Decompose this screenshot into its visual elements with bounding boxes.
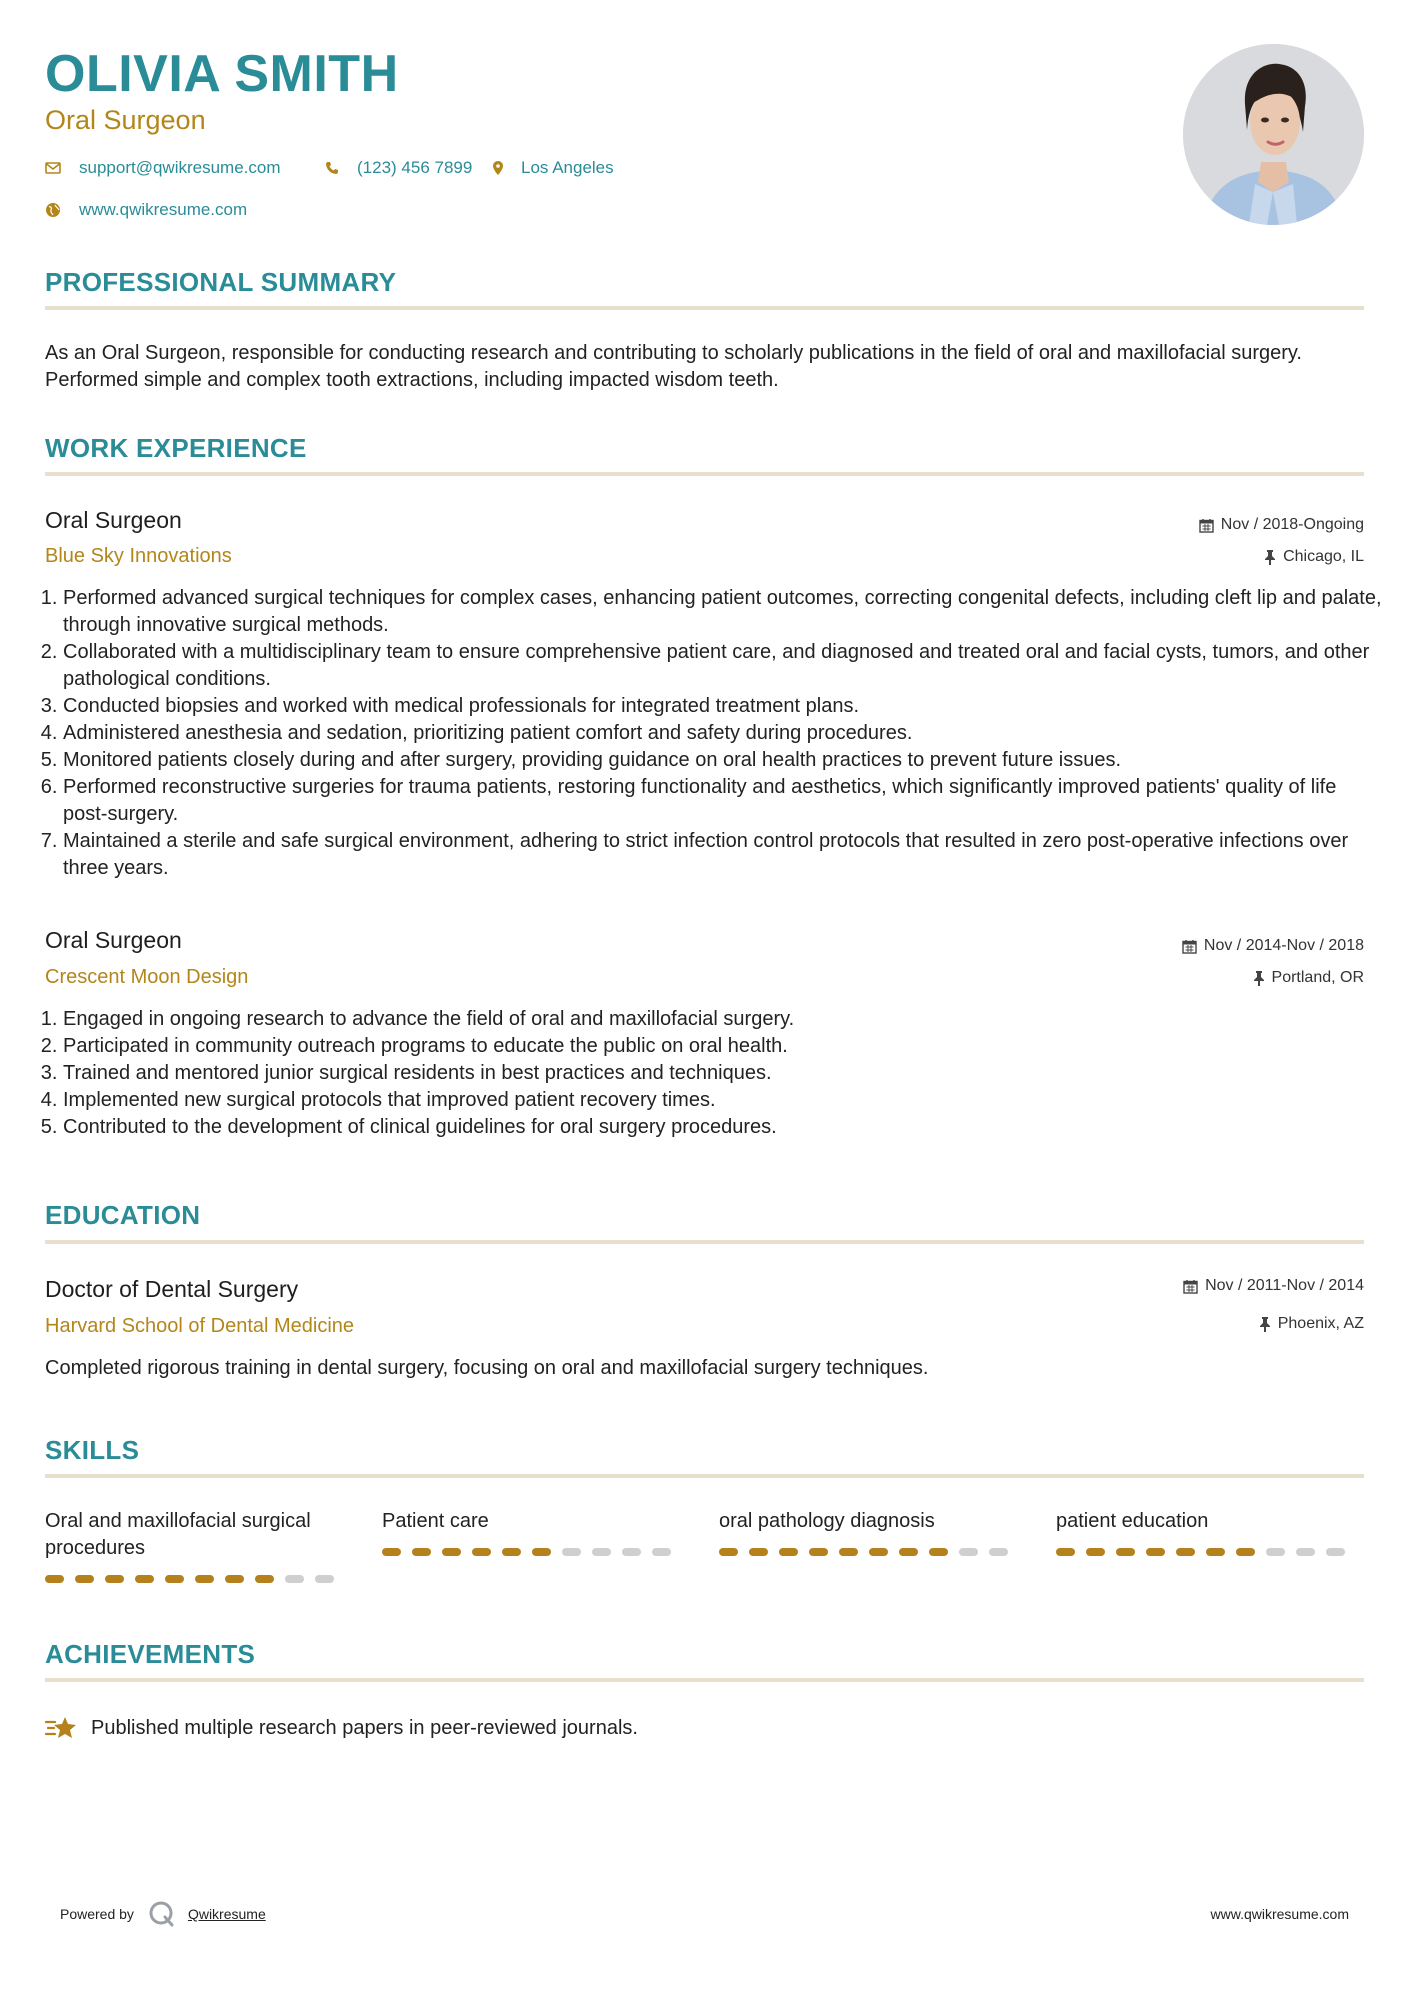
skill-dot-filled — [532, 1548, 551, 1556]
brand-link[interactable]: Qwikresume — [187, 1906, 266, 1922]
qwikresume-logo-icon — [148, 1900, 176, 1928]
section-divider — [45, 1474, 1364, 1478]
skill-dot-filled — [472, 1548, 491, 1556]
experience-heading: WORK EXPERIENCE — [45, 433, 307, 463]
skill-dot-filled — [225, 1575, 244, 1583]
skill-dot-empty — [989, 1548, 1008, 1556]
skill-name: Oral and maxillofacial surgical procedures — [45, 1510, 311, 1559]
bullet-item: 2. Collaborated with a multidisciplinary team to ensure comprehensive patient care, and diagnosed and treated oral and facial cysts, tumors, and other pathological conditions. — [63, 639, 1382, 693]
skill-dot-empty — [285, 1575, 304, 1583]
summary-heading: PROFESSIONAL SUMMARY — [45, 267, 397, 297]
calendar-icon — [1199, 518, 1214, 533]
job-dates — [1199, 515, 1364, 535]
contact-email[interactable] — [45, 157, 281, 179]
skill-dot-empty — [959, 1548, 978, 1556]
skill-dot-filled — [929, 1548, 948, 1556]
skill-rating — [719, 1548, 1019, 1556]
degree-title: Doctor of Dental Surgery — [45, 1276, 299, 1302]
job-title: Oral Surgeon — [45, 507, 182, 533]
map-pin-icon — [493, 161, 503, 175]
skill-dot-empty — [1296, 1548, 1315, 1556]
skill-item — [45, 1508, 345, 1583]
job-dates-text: Nov / 2018-Ongoing — [1220, 516, 1364, 533]
education-location-text: Phoenix, AZ — [1277, 1315, 1364, 1332]
skill-dot-filled — [749, 1548, 768, 1556]
skill-dot-empty — [562, 1548, 581, 1556]
bullet-item: 1. Engaged in ongoing research to advance the field of oral and maxillofacial surgery. — [63, 1006, 1382, 1033]
skill-dot-filled — [1116, 1548, 1135, 1556]
bullet-item: 2. Participated in community outreach programs to educate the public on oral health. — [63, 1033, 1382, 1060]
skill-dot-filled — [195, 1575, 214, 1583]
skill-dot-filled — [135, 1575, 154, 1583]
bullet-item: 6. Performed reconstructive surgeries for trauma patients, restoring functionality and aesthetics, which significantly improved patients' quality of life post-surgery. — [63, 774, 1382, 828]
education-location — [1259, 1314, 1364, 1334]
footer-powered-by — [60, 1900, 266, 1928]
skill-dot-filled — [839, 1548, 858, 1556]
location-text: Los Angeles — [521, 158, 614, 177]
achievement-text: Published multiple research papers in peer-reviewed journals. — [91, 1716, 638, 1739]
job-company: Crescent Moon Design — [45, 966, 249, 988]
globe-icon — [45, 202, 61, 218]
phone-icon — [325, 161, 339, 175]
skill-rating — [382, 1548, 682, 1556]
skill-name: oral pathology diagnosis — [719, 1510, 935, 1532]
bullet-item: 4. Implemented new surgical protocols that improved patient recovery times. — [63, 1087, 1382, 1114]
skill-dot-filled — [165, 1575, 184, 1583]
job-company: Blue Sky Innovations — [45, 545, 232, 567]
skill-dot-filled — [809, 1548, 828, 1556]
education-heading: EDUCATION — [45, 1200, 201, 1230]
phone-text: (123) 456 7899 — [357, 158, 473, 177]
profile-photo — [1183, 44, 1364, 225]
skill-dot-filled — [412, 1548, 431, 1556]
bullet-item: 4. Administered anesthesia and sedation, prioritizing patient comfort and safety during procedures. — [63, 720, 1382, 747]
bullet-item: 3. Trained and mentored junior surgical residents in best practices and techniques. — [63, 1060, 1382, 1087]
contact-phone[interactable] — [325, 157, 472, 179]
skill-dot-filled — [442, 1548, 461, 1556]
person-portrait-icon — [1183, 44, 1364, 225]
contact-website[interactable] — [45, 199, 247, 221]
pushpin-icon — [1259, 1317, 1271, 1332]
section-divider — [45, 306, 1364, 310]
achievements-heading: ACHIEVEMENTS — [45, 1639, 256, 1669]
bullet-item: 7. Maintained a sterile and safe surgical environment, adhering to strict infection control protocols that resulted in zero post-operative infections over three years. — [63, 828, 1382, 882]
skill-item — [382, 1508, 682, 1556]
calendar-icon — [1183, 1279, 1198, 1294]
candidate-title: Oral Surgeon — [45, 105, 206, 135]
skill-dot-empty — [652, 1548, 671, 1556]
bullet-item: 5. Contributed to the development of clinical guidelines for oral surgery procedures. — [63, 1114, 1382, 1141]
bullet-item: 5. Monitored patients closely during and after surgery, providing guidance on oral health practices to prevent future issues. — [63, 747, 1382, 774]
contact-location — [493, 157, 614, 179]
skill-dot-filled — [1146, 1548, 1165, 1556]
bullet-item: 3. Conducted biopsies and worked with medical professionals for integrated treatment plans. — [63, 693, 1382, 720]
skill-dot-empty — [315, 1575, 334, 1583]
skill-dot-filled — [75, 1575, 94, 1583]
skill-dot-filled — [255, 1575, 274, 1583]
job-dates — [1182, 936, 1364, 956]
section-divider — [45, 472, 1364, 476]
school-name: Harvard School of Dental Medicine — [45, 1315, 355, 1337]
envelope-icon — [45, 162, 61, 174]
achievement-item — [45, 1714, 638, 1742]
skill-dot-empty — [622, 1548, 641, 1556]
skill-dot-filled — [502, 1548, 521, 1556]
skill-dot-filled — [105, 1575, 124, 1583]
summary-text: As an Oral Surgeon, responsible for conducting research and contributing to scholarly publications in the field of oral and maxillofacial surgery. Performed simple and complex tooth extractions, including impacted wisdom teeth. — [45, 342, 1302, 391]
skill-dot-filled — [779, 1548, 798, 1556]
resume-page — [45, 0, 1382, 1990]
job-location — [1264, 547, 1364, 567]
skill-dot-filled — [1176, 1548, 1195, 1556]
skill-dot-empty — [1326, 1548, 1345, 1556]
job-bullets — [45, 1006, 1382, 1141]
skill-dot-filled — [1236, 1548, 1255, 1556]
website-text: www.qwikresume.com — [79, 200, 248, 219]
job-location-text: Chicago, IL — [1283, 548, 1364, 565]
job-dates-text: Nov / 2014-Nov / 2018 — [1203, 937, 1364, 954]
section-divider — [45, 1240, 1364, 1244]
skill-dot-filled — [719, 1548, 738, 1556]
pushpin-icon — [1264, 550, 1276, 565]
skill-name: Patient care — [382, 1510, 489, 1532]
skill-item — [719, 1508, 1019, 1556]
skill-dot-filled — [1056, 1548, 1075, 1556]
skill-name: patient education — [1056, 1510, 1209, 1532]
calendar-icon — [1182, 939, 1197, 954]
education-description: Completed rigorous training in dental surgery, focusing on oral and maxillofacial surgery techniques. — [45, 1357, 929, 1379]
job-location — [1253, 968, 1364, 988]
footer-url[interactable]: www.qwikresume.com — [1210, 1906, 1349, 1922]
skill-dot-filled — [382, 1548, 401, 1556]
section-divider — [45, 1678, 1364, 1682]
skill-dot-filled — [45, 1575, 64, 1583]
skill-dot-empty — [1266, 1548, 1285, 1556]
bullet-item: 1. Performed advanced surgical techniques for complex cases, enhancing patient outcomes, correcting congenital defects, including cleft lip and palate, through innovative surgical methods. — [63, 585, 1382, 639]
job-bullets — [45, 585, 1382, 882]
skill-rating — [45, 1575, 345, 1583]
skill-dot-filled — [869, 1548, 888, 1556]
powered-by-label: Powered by — [60, 1906, 134, 1922]
skill-item — [1056, 1508, 1356, 1556]
skill-rating — [1056, 1548, 1356, 1556]
skill-dot-filled — [1086, 1548, 1105, 1556]
education-dates-text: Nov / 2011-Nov / 2014 — [1205, 1277, 1364, 1294]
pushpin-icon — [1253, 971, 1265, 986]
shooting-star-icon — [45, 1714, 79, 1742]
skill-dot-empty — [592, 1548, 611, 1556]
candidate-name: OLIVIA SMITH — [45, 45, 399, 103]
job-title: Oral Surgeon — [45, 927, 182, 953]
job-location-text: Portland, OR — [1271, 969, 1364, 986]
skill-dot-filled — [899, 1548, 918, 1556]
skills-heading: SKILLS — [45, 1435, 140, 1465]
email-text: support@qwikresume.com — [79, 158, 281, 177]
skill-dot-filled — [1206, 1548, 1225, 1556]
education-dates — [1183, 1276, 1364, 1296]
